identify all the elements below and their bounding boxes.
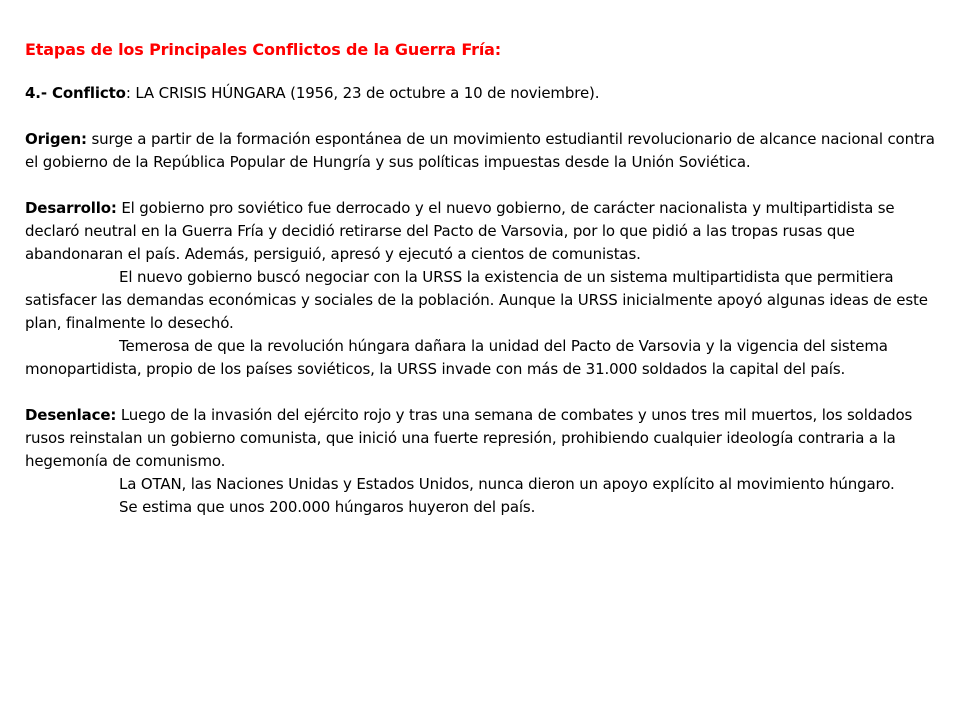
desarrollo-text-3: Temerosa de que la revolución húngara dañara la unidad del Pacto de Varsovia y la vigencia del sistema monopartidista, propio de los países soviéticos, la URSS invade con más de 31.000 soldados la capital del país.	[25, 337, 888, 378]
desenlace-paragraph-3	[25, 496, 943, 519]
spacer	[25, 381, 943, 404]
desenlace-text-2: La OTAN, las Naciones Unidas y Estados Unidos, nunca dieron un apoyo explícito al movimiento húngaro.	[119, 475, 895, 493]
spacer	[25, 105, 943, 128]
desenlace-paragraph	[25, 404, 943, 473]
origen-text: surge a partir de la formación espontánea de un movimiento estudiantil revolucionario de alcance nacional contra el gobierno de la República Popular de Hungría y sus políticas impuestas desde la Unión Soviética.	[25, 130, 935, 171]
desenlace-label: Desenlace:	[25, 406, 117, 424]
conflict-label: 4.- Conflicto	[25, 84, 126, 102]
spacer	[25, 174, 943, 197]
desarrollo-text: El gobierno pro soviético fue derrocado y el nuevo gobierno, de carácter nacionalista y multipartidista se declaró neutral en la Guerra Fría y decidió retirarse del Pacto de Varsovia, por lo que pidió a las tropas rusas que abandonaran el país. Además, persiguió, apresó y ejecutó a cientos de comunistas.	[25, 199, 895, 263]
origen-paragraph	[25, 128, 943, 174]
desarrollo-paragraph-3	[25, 335, 943, 381]
desarrollo-text-2: El nuevo gobierno buscó negociar con la URSS la existencia de un sistema multipartidista que permitiera satisfacer las demandas económicas y sociales de la población. Aunque la URSS inicialmente apoyó algunas ideas de este plan, finalmente lo desechó.	[25, 268, 928, 332]
slide-content	[25, 38, 943, 519]
origen-label: Origen:	[25, 130, 87, 148]
desarrollo-paragraph	[25, 197, 943, 266]
slide-title: Etapas de los Principales Conflictos de la Guerra Fría:	[25, 40, 502, 59]
desarrollo-label: Desarrollo:	[25, 199, 117, 217]
conflict-text: : LA CRISIS HÚNGARA (1956, 23 de octubre a 10 de noviembre).	[125, 84, 600, 102]
desenlace-text: Luego de la invasión del ejército rojo y tras una semana de combates y unos tres mil muertos, los soldados rusos reinstalan un gobierno comunista, que inició una fuerte represión, prohibiendo cualquier ideología contraria a la hegemonía de comunismo.	[25, 406, 913, 470]
desenlace-paragraph-2	[25, 473, 943, 496]
conflict-line	[25, 82, 943, 105]
desenlace-text-3: Se estima que unos 200.000 húngaros huyeron del país.	[119, 498, 536, 516]
desarrollo-paragraph-2	[25, 266, 943, 335]
